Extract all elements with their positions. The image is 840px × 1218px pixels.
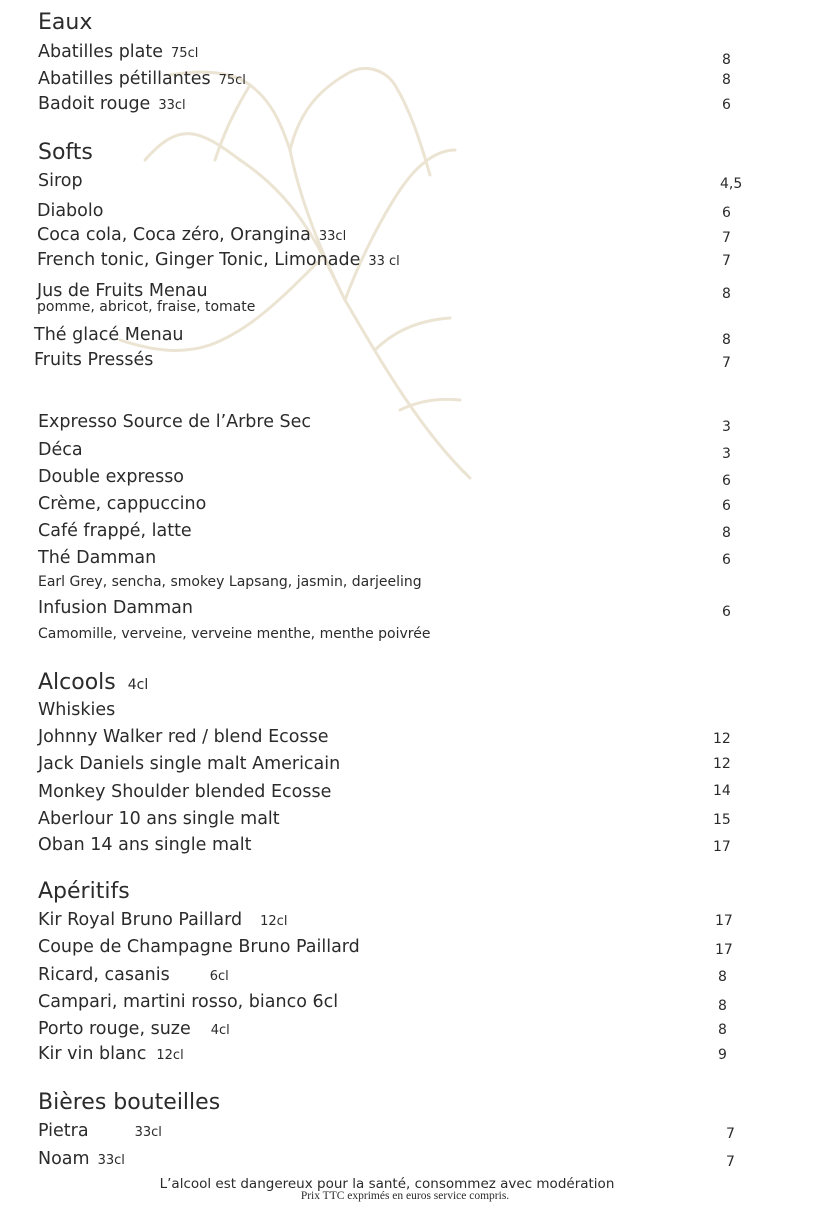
menu-item: Badoit rouge 33cl <box>38 94 186 114</box>
menu-item-detail: Camomille, verveine, verveine menthe, menthe poivrée <box>38 626 431 642</box>
menu-item-price: 7 <box>726 1154 735 1170</box>
menu-item-price: 8 <box>722 52 731 68</box>
menu-item-price: 8 <box>718 969 727 985</box>
menu-item-price: 7 <box>726 1126 735 1142</box>
menu-item: Double expresso <box>38 467 185 487</box>
menu-item-price: 4,5 <box>720 176 743 192</box>
menu-item-price: 3 <box>722 446 731 462</box>
section-title-softs: Softs <box>38 140 93 165</box>
menu-item: Coupe de Champagne Bruno Paillard <box>38 937 360 957</box>
section-title-alcools: Alcools 4cl <box>38 670 149 695</box>
menu-item: Ricard, casanis 6cl <box>38 965 229 985</box>
menu-item: Kir Royal Bruno Paillard 12cl <box>38 910 288 930</box>
menu-item: Café frappé, latte <box>38 521 192 541</box>
menu-item: Infusion Damman <box>38 598 193 618</box>
menu-item-price: 6 <box>722 205 731 221</box>
menu-item: Fruits Pressés <box>34 350 154 370</box>
menu-item-price: 8 <box>722 72 731 88</box>
menu-item-price: 17 <box>715 913 733 929</box>
menu-item: Abatilles pétillantes 75cl <box>38 69 246 89</box>
menu-item-price: 14 <box>713 783 731 799</box>
menu-item: Johnny Walker red / blend Ecosse <box>38 727 329 747</box>
menu-item: Pietra 33cl <box>38 1121 162 1141</box>
menu-item: Jack Daniels single malt Americain <box>38 754 341 774</box>
menu-item-price: 7 <box>722 355 731 371</box>
menu-item: Expresso Source de l’Arbre Sec <box>38 412 312 432</box>
menu-item-price: 6 <box>722 97 731 113</box>
menu-item-price: 8 <box>722 332 731 348</box>
menu-item-price: 7 <box>722 253 731 269</box>
menu-item: Noam 33cl <box>38 1149 125 1169</box>
menu-item: Monkey Shoulder blended Ecosse <box>38 782 332 802</box>
menu-item-price: 17 <box>715 942 733 958</box>
menu-item: Aberlour 10 ans single malt <box>38 809 280 829</box>
menu-item: Déca <box>38 440 83 460</box>
section-title-bieres: Bières bouteilles <box>38 1090 221 1115</box>
menu-item: Campari, martini rosso, bianco 6cl <box>38 992 339 1012</box>
menu-item: Porto rouge, suze 4cl <box>38 1019 230 1039</box>
alcohol-warning: L’alcool est dangereux pour la santé, consommez avec modération <box>159 1176 615 1192</box>
menu-item-price: 7 <box>722 230 731 246</box>
menu-item-price: 6 <box>722 473 731 489</box>
menu-item-price: 12 <box>713 731 731 747</box>
menu-item-price: 6 <box>722 498 731 514</box>
menu-item-price: 8 <box>718 998 727 1014</box>
section-subtitle-whiskies: Whiskies <box>38 700 116 720</box>
menu-item-price: 17 <box>713 839 731 855</box>
menu-item: Thé glacé Menau <box>34 325 184 345</box>
menu-item-price: 8 <box>722 525 731 541</box>
menu-item: Oban 14 ans single malt <box>38 835 252 855</box>
prices-note: Prix TTC exprimés en euros service compris. <box>300 1190 510 1202</box>
menu-item: Kir vin blanc 12cl <box>38 1044 184 1064</box>
menu-item-price: 15 <box>713 812 731 828</box>
menu-item-price: 8 <box>718 1022 727 1038</box>
menu-item: French tonic, Ginger Tonic, Limonade 33 cl <box>37 250 400 270</box>
menu-item: Thé Damman <box>38 548 157 568</box>
menu-item: Jus de Fruits Menau <box>37 281 208 301</box>
menu-item: Abatilles plate 75cl <box>38 42 199 62</box>
menu-item-price: 12 <box>713 756 731 772</box>
menu-item-price: 3 <box>722 419 731 435</box>
menu-item: Crème, cappuccino <box>38 494 207 514</box>
section-title-eaux: Eaux <box>38 10 93 35</box>
menu-item: Diabolo <box>37 201 104 221</box>
menu-item-detail: pomme, abricot, fraise, tomate <box>37 299 256 315</box>
menu-item-price: 6 <box>722 604 731 620</box>
menu-item-price: 6 <box>722 552 731 568</box>
menu-item: Sirop <box>38 171 83 191</box>
menu-item-price: 9 <box>718 1047 727 1063</box>
menu-item-price: 8 <box>722 286 731 302</box>
menu-item-detail: Earl Grey, sencha, smokey Lapsang, jasmin, darjeeling <box>38 574 422 590</box>
section-title-aperitifs: Apéritifs <box>38 879 130 904</box>
menu-item: Coca cola, Coca zéro, Orangina 33cl <box>37 225 347 245</box>
